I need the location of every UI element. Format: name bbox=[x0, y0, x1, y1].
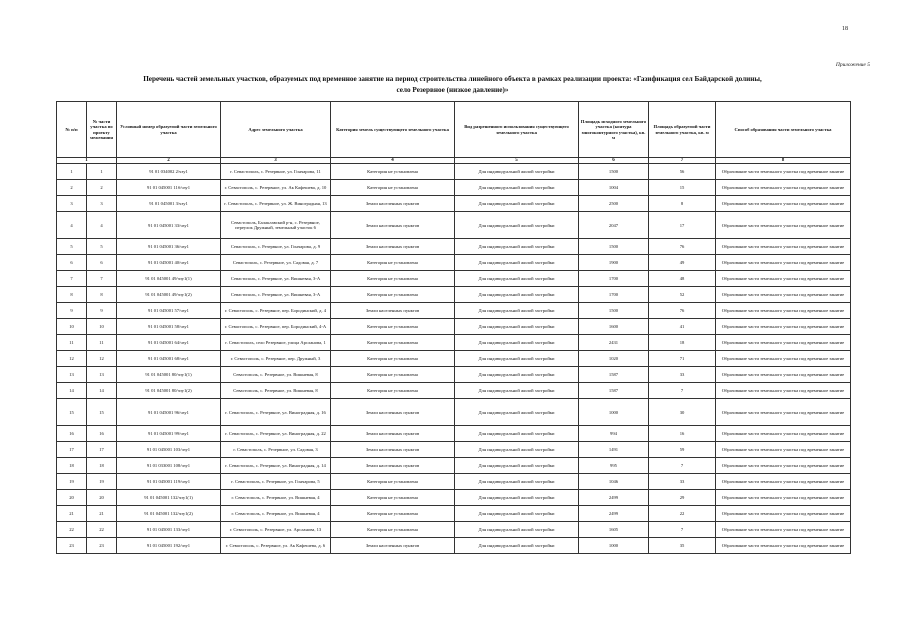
table-row bbox=[57, 255, 851, 271]
row-number-cell: 14 bbox=[57, 383, 87, 399]
land-category-cell: Земли населенных пунктов bbox=[331, 212, 455, 239]
land-category-cell: Категория не установлена bbox=[331, 164, 455, 180]
table-row bbox=[57, 180, 851, 196]
land-category-cell: Земли населенных пунктов bbox=[331, 303, 455, 319]
row-number-cell: 10 bbox=[57, 319, 87, 335]
conditional-number-cell: 91 01 045001 49/чзу1(2) bbox=[117, 287, 221, 303]
part-area-cell: 35 bbox=[649, 538, 716, 554]
conditional-number-cell: 91 01 045001 103/чзу1 bbox=[117, 442, 221, 458]
table-row bbox=[57, 164, 851, 180]
part-number-cell: 11 bbox=[87, 335, 117, 351]
formation-method-cell: Образование части земельного участка под временное занятие bbox=[716, 399, 851, 426]
land-category-cell: Категория не установлена bbox=[331, 490, 455, 506]
row-number-cell: 6 bbox=[57, 255, 87, 271]
source-area-cell: 1587 bbox=[579, 367, 649, 383]
part-number-cell: 21 bbox=[87, 506, 117, 522]
formation-method-cell: Образование части земельного участка под временное занятие bbox=[716, 458, 851, 474]
part-number-cell: 6 bbox=[87, 255, 117, 271]
address-cell: г. Севастополь, с. Резервное, ул. Вишневая, 4 bbox=[221, 490, 331, 506]
permitted-use-cell: Для индивидуальной жилой застройки bbox=[455, 538, 579, 554]
permitted-use-cell: Для индивидуальной жилой застройки bbox=[455, 196, 579, 212]
permitted-use-cell: Для индивидуальной жилой застройки bbox=[455, 164, 579, 180]
conditional-number-cell: 91 01 045001 132/чзу1(2) bbox=[117, 506, 221, 522]
conditional-number-cell: 91 01 045001 49/чзу1(1) bbox=[117, 271, 221, 287]
formation-method-cell: Образование части земельного участка под временное занятие bbox=[716, 442, 851, 458]
formation-method-cell: Образование части земельного участка под временное занятие bbox=[716, 474, 851, 490]
source-area-cell: 1491 bbox=[579, 442, 649, 458]
formation-method-cell: Образование части земельного участка под временное занятие bbox=[716, 196, 851, 212]
source-area-cell: 1900 bbox=[579, 255, 649, 271]
part-number-cell: 15 bbox=[87, 399, 117, 426]
row-number-cell: 18 bbox=[57, 458, 87, 474]
source-area-cell: 2500 bbox=[579, 196, 649, 212]
row-number-cell: 20 bbox=[57, 490, 87, 506]
part-area-cell: 7 bbox=[649, 383, 716, 399]
row-number-cell: 8 bbox=[57, 287, 87, 303]
address-cell: г. Севастополь, с. Резервное, ул. Гончарова, 11 bbox=[221, 164, 331, 180]
part-area-cell: 33 bbox=[649, 474, 716, 490]
row-number-cell: 9 bbox=[57, 303, 87, 319]
formation-method-cell: Образование части земельного участка под временное занятие bbox=[716, 490, 851, 506]
part-area-cell: 59 bbox=[649, 442, 716, 458]
column-header: Способ образования части земельного участка bbox=[716, 102, 851, 158]
column-number: 7 bbox=[649, 158, 716, 164]
source-area-cell: 1000 bbox=[579, 399, 649, 426]
part-number-cell: 19 bbox=[87, 474, 117, 490]
permitted-use-cell: Для индивидуальной жилой застройки bbox=[455, 426, 579, 442]
land-category-cell: Категория не установлена bbox=[331, 351, 455, 367]
conditional-number-cell: 91 01 045001 80/чзу1(1) bbox=[117, 367, 221, 383]
conditional-number-cell: 91 01 045001 33/чзу1 bbox=[117, 212, 221, 239]
table-row bbox=[57, 458, 851, 474]
row-number-cell: 22 bbox=[57, 522, 87, 538]
row-number-cell: 11 bbox=[57, 335, 87, 351]
conditional-number-cell: 91 01 045001 132/чзу1(1) bbox=[117, 490, 221, 506]
row-number-cell: 4 bbox=[57, 212, 87, 239]
column-number: 1 bbox=[57, 158, 117, 164]
source-area-cell: 1004 bbox=[579, 180, 649, 196]
part-area-cell: 49 bbox=[649, 255, 716, 271]
address-cell: г. Севастополь, с. Резервное, ул. Вишневая, 4 bbox=[221, 506, 331, 522]
source-area-cell: 2499 bbox=[579, 490, 649, 506]
address-cell: Севастополь, с. Резервное, ул. Садовая, д. 7 bbox=[221, 255, 331, 271]
source-area-cell: 995 bbox=[579, 458, 649, 474]
table-row bbox=[57, 303, 851, 319]
address-cell: г. Севастополь, с. Резервное, пер. Дружный, 3 bbox=[221, 351, 331, 367]
table-row bbox=[57, 442, 851, 458]
address-cell: Севастополь, с. Резервное, ул. Вишневая, 8 bbox=[221, 367, 331, 383]
land-category-cell: Категория не установлена bbox=[331, 522, 455, 538]
source-area-cell: 1600 bbox=[579, 319, 649, 335]
appendix-label: Приложение 5 bbox=[835, 62, 870, 68]
part-area-cell: 30 bbox=[649, 399, 716, 426]
part-area-cell: 18 bbox=[649, 335, 716, 351]
permitted-use-cell: Для индивидуальной жилой застройки bbox=[455, 271, 579, 287]
land-category-cell: Категория не установлена bbox=[331, 506, 455, 522]
conditional-number-cell: 91 01 045001 58/чзу1 bbox=[117, 319, 221, 335]
column-number: 3 bbox=[221, 158, 331, 164]
column-number: 2 bbox=[117, 158, 221, 164]
address-cell: Севастополь, с. Резервное, ул. Гончарова, д. 9 bbox=[221, 239, 331, 255]
address-cell: Севастополь, с. Резервное, ул. Вишневая, 8 bbox=[221, 383, 331, 399]
part-number-cell: 3 bbox=[87, 196, 117, 212]
land-category-cell: Категория не установлена bbox=[331, 271, 455, 287]
conditional-number-cell: 91 01 045001 80/чзу1(2) bbox=[117, 383, 221, 399]
part-number-cell: 5 bbox=[87, 239, 117, 255]
conditional-number-cell: 91 01 045001 96/чзу1 bbox=[117, 399, 221, 426]
part-number-cell: 17 bbox=[87, 442, 117, 458]
permitted-use-cell: Для индивидуальной жилой застройки bbox=[455, 319, 579, 335]
column-number: 4 bbox=[331, 158, 455, 164]
address-cell: Севастополь, Балаклавский р-н, с. Резервное, переулок Дружный, земельный участок 6 bbox=[221, 212, 331, 239]
formation-method-cell: Образование части земельного участка под временное занятие bbox=[716, 383, 851, 399]
address-cell: г. Севастополь, с. Резервное, ул. Арсланова, 13 bbox=[221, 522, 331, 538]
part-area-cell: 56 bbox=[649, 164, 716, 180]
address-cell: г. Севастополь, с. Резервное, ул. Ак Кафешева, д. 6 bbox=[221, 538, 331, 554]
part-area-cell: 8 bbox=[649, 196, 716, 212]
source-area-cell: 1500 bbox=[579, 164, 649, 180]
conditional-number-cell: 91 01 045001 57/чзу1 bbox=[117, 303, 221, 319]
land-category-cell: Категория не установлена bbox=[331, 287, 455, 303]
conditional-number-cell: 91 01 045001 133/чзу1 bbox=[117, 522, 221, 538]
permitted-use-cell: Для индивидуальной жилой застройки bbox=[455, 335, 579, 351]
row-number-cell: 7 bbox=[57, 271, 87, 287]
part-number-cell: 8 bbox=[87, 287, 117, 303]
formation-method-cell: Образование части земельного участка под временное занятие bbox=[716, 367, 851, 383]
part-number-cell: 23 bbox=[87, 538, 117, 554]
part-number-cell: 7 bbox=[87, 271, 117, 287]
formation-method-cell: Образование части земельного участка под временное занятие bbox=[716, 287, 851, 303]
header-row bbox=[57, 102, 851, 158]
permitted-use-cell: Для индивидуальной жилой застройки bbox=[455, 490, 579, 506]
column-header: № п/п bbox=[57, 102, 87, 158]
formation-method-cell: Образование части земельного участка под временное занятие bbox=[716, 335, 851, 351]
land-category-cell: Земли населенных пунктов bbox=[331, 239, 455, 255]
part-area-cell: 29 bbox=[649, 490, 716, 506]
part-area-cell: 76 bbox=[649, 303, 716, 319]
part-number-cell: 1 bbox=[87, 164, 117, 180]
column-number: 5 bbox=[455, 158, 579, 164]
address-cell: г. Севастополь, с. Резервное, ул. Ак Кафешева, д. 10 bbox=[221, 180, 331, 196]
page-number: 18 bbox=[842, 26, 848, 32]
row-number-cell: 21 bbox=[57, 506, 87, 522]
row-number-cell: 16 bbox=[57, 426, 87, 442]
table-row bbox=[57, 367, 851, 383]
source-area-cell: 2431 bbox=[579, 335, 649, 351]
permitted-use-cell: Для индивидуальной жилой застройки bbox=[455, 367, 579, 383]
permitted-use-cell: Для индивидуальной жилой застройки bbox=[455, 442, 579, 458]
table-row bbox=[57, 287, 851, 303]
land-category-cell: Категория не установлена bbox=[331, 255, 455, 271]
table-row bbox=[57, 538, 851, 554]
column-header: № части участка по проекту межевания bbox=[87, 102, 117, 158]
part-number-cell: 16 bbox=[87, 426, 117, 442]
source-area-cell: 2047 bbox=[579, 212, 649, 239]
part-number-cell: 20 bbox=[87, 490, 117, 506]
table-row bbox=[57, 271, 851, 287]
formation-method-cell: Образование части земельного участка под временное занятие bbox=[716, 164, 851, 180]
conditional-number-cell: 91 01 045001 64/чзу1 bbox=[117, 335, 221, 351]
source-area-cell: 1587 bbox=[579, 383, 649, 399]
address-cell: г. Севастополь, с. Резервное, ул. Садовая, 3 bbox=[221, 442, 331, 458]
table-row bbox=[57, 426, 851, 442]
part-area-cell: 7 bbox=[649, 522, 716, 538]
permitted-use-cell: Для индивидуальной жилой застройки bbox=[455, 506, 579, 522]
row-number-cell: 15 bbox=[57, 399, 87, 426]
part-area-cell: 17 bbox=[649, 212, 716, 239]
source-area-cell: 1700 bbox=[579, 271, 649, 287]
conditional-number-cell: 91 01 045001 99/чзу1 bbox=[117, 426, 221, 442]
permitted-use-cell: Для индивидуальной жилой застройки bbox=[455, 458, 579, 474]
title-line-1: Перечень частей земельных участков, образуемых под временное занятие на период строительства линейного объекта в рамках реализации проекта: «Газификация сел Байдарской долины, bbox=[143, 75, 762, 83]
permitted-use-cell: Для индивидуальной жилой застройки bbox=[455, 399, 579, 426]
formation-method-cell: Образование части земельного участка под временное занятие bbox=[716, 255, 851, 271]
table-row bbox=[57, 319, 851, 335]
part-number-cell: 2 bbox=[87, 180, 117, 196]
permitted-use-cell: Для индивидуальной жилой застройки bbox=[455, 180, 579, 196]
conditional-number-cell: 91 01 045001 68/чзу1 bbox=[117, 351, 221, 367]
column-header: Вид разрешенного использования существующего земельного участка bbox=[455, 102, 579, 158]
row-number-cell: 1 bbox=[57, 164, 87, 180]
address-cell: г. Севастополь, с. Резервное, ул. Ж. Виноградная, 13 bbox=[221, 196, 331, 212]
row-number-cell: 2 bbox=[57, 180, 87, 196]
part-area-cell: 71 bbox=[649, 351, 716, 367]
permitted-use-cell: Для индивидуальной жилой застройки bbox=[455, 474, 579, 490]
part-number-cell: 10 bbox=[87, 319, 117, 335]
source-area-cell: 1500 bbox=[579, 239, 649, 255]
land-category-cell: Категория не установлена bbox=[331, 367, 455, 383]
part-number-cell: 13 bbox=[87, 367, 117, 383]
address-cell: г. Севастополь, с. Резервное, пер. Бородинский, д. 4 bbox=[221, 303, 331, 319]
formation-method-cell: Образование части земельного участка под временное занятие bbox=[716, 180, 851, 196]
permitted-use-cell: Для индивидуальной жилой застройки bbox=[455, 255, 579, 271]
address-cell: г. Севастополь, с. Резервное, ул. Виноградная, д. 16 bbox=[221, 399, 331, 426]
permitted-use-cell: Для индивидуальной жилой застройки bbox=[455, 287, 579, 303]
land-category-cell: Категория не установлена bbox=[331, 335, 455, 351]
conditional-number-cell: 91 01 045001 192/чзу1 bbox=[117, 538, 221, 554]
source-area-cell: 1020 bbox=[579, 351, 649, 367]
document-title bbox=[45, 74, 860, 96]
part-area-cell: 48 bbox=[649, 271, 716, 287]
address-cell: Севастополь, с. Резервное, ул. Вишневая, 3-А bbox=[221, 287, 331, 303]
address-cell: г. Севастополь, с. Резервное, пер. Бородинский, 4-А bbox=[221, 319, 331, 335]
formation-method-cell: Образование части земельного участка под временное занятие bbox=[716, 506, 851, 522]
row-number-cell: 23 bbox=[57, 538, 87, 554]
source-area-cell: 1700 bbox=[579, 287, 649, 303]
part-number-cell: 12 bbox=[87, 351, 117, 367]
title-line-2: село Резервное (низкое давление)» bbox=[396, 86, 509, 94]
part-area-cell: 41 bbox=[649, 319, 716, 335]
part-area-cell: 15 bbox=[649, 180, 716, 196]
row-number-cell: 13 bbox=[57, 367, 87, 383]
permitted-use-cell: Для индивидуальной жилой застройки bbox=[455, 239, 579, 255]
address-cell: Севастополь, с. Резервное, ул. Вишневая, 3-А bbox=[221, 271, 331, 287]
part-number-cell: 9 bbox=[87, 303, 117, 319]
address-cell: г. Севастополь, с. Резервное, ул. Гончарова, 5 bbox=[221, 474, 331, 490]
address-cell: г. Севастополь, с. Резервное, ул. Виноградная, д. 22 bbox=[221, 426, 331, 442]
formation-method-cell: Образование части земельного участка под временное занятие bbox=[716, 538, 851, 554]
conditional-number-cell: 91 01 045001 3/чзу1 bbox=[117, 196, 221, 212]
formation-method-cell: Образование части земельного участка под временное занятие bbox=[716, 271, 851, 287]
formation-method-cell: Образование части земельного участка под временное занятие bbox=[716, 212, 851, 239]
land-category-cell: Земли населенных пунктов bbox=[331, 399, 455, 426]
formation-method-cell: Образование части земельного участка под временное занятие bbox=[716, 351, 851, 367]
row-number-cell: 3 bbox=[57, 196, 87, 212]
land-category-cell: Категория не установлена bbox=[331, 383, 455, 399]
conditional-number-cell: 91 01 045001 11б/чзу1 bbox=[117, 180, 221, 196]
conditional-number-cell: 91 01 045001 36/чзу1 bbox=[117, 239, 221, 255]
conditional-number-cell: 91 01 033001 108/чзу1 bbox=[117, 458, 221, 474]
source-area-cell: 2499 bbox=[579, 506, 649, 522]
land-category-cell: Категория не установлена bbox=[331, 180, 455, 196]
row-number-cell: 19 bbox=[57, 474, 87, 490]
land-category-cell: Земли населенных пунктов bbox=[331, 196, 455, 212]
row-number-cell: 5 bbox=[57, 239, 87, 255]
column-header: Условный номер образуемой части земельного участка bbox=[117, 102, 221, 158]
land-category-cell: Категория не установлена bbox=[331, 474, 455, 490]
column-number: 8 bbox=[716, 158, 851, 164]
table-row bbox=[57, 212, 851, 239]
table-row bbox=[57, 335, 851, 351]
permitted-use-cell: Для индивидуальной жилой застройки bbox=[455, 303, 579, 319]
conditional-number-cell: 91 01 034002 2/чзу1 bbox=[117, 164, 221, 180]
source-area-cell: 994 bbox=[579, 426, 649, 442]
permitted-use-cell: Для индивидуальной жилой застройки bbox=[455, 351, 579, 367]
part-number-cell: 4 bbox=[87, 212, 117, 239]
permitted-use-cell: Для индивидуальной жилой застройки bbox=[455, 522, 579, 538]
source-area-cell: 1000 bbox=[579, 538, 649, 554]
formation-method-cell: Образование части земельного участка под временное занятие bbox=[716, 303, 851, 319]
part-number-cell: 14 bbox=[87, 383, 117, 399]
part-area-cell: 7 bbox=[649, 458, 716, 474]
part-area-cell: 22 bbox=[649, 506, 716, 522]
part-number-cell: 18 bbox=[87, 458, 117, 474]
table-row bbox=[57, 506, 851, 522]
column-header: Площадь образуемой части земельного участка, кв. м bbox=[649, 102, 716, 158]
column-header: Категория земель существующего земельного участка bbox=[331, 102, 455, 158]
part-area-cell: 52 bbox=[649, 287, 716, 303]
permitted-use-cell: Для индивидуальной жилой застройки bbox=[455, 383, 579, 399]
column-number: 6 bbox=[579, 158, 649, 164]
table-row bbox=[57, 522, 851, 538]
conditional-number-cell: 91 01 045001 40/чзу1 bbox=[117, 255, 221, 271]
part-area-cell: 16 bbox=[649, 426, 716, 442]
land-category-cell: Земли населенных пунктов bbox=[331, 458, 455, 474]
row-number-cell: 12 bbox=[57, 351, 87, 367]
table-body bbox=[57, 164, 851, 554]
formation-method-cell: Образование части земельного участка под временное занятие bbox=[716, 319, 851, 335]
formation-method-cell: Образование части земельного участка под временное занятие bbox=[716, 239, 851, 255]
table-row bbox=[57, 383, 851, 399]
land-category-cell: Земли населенных пунктов bbox=[331, 442, 455, 458]
address-cell: г. Севастополь, село Резервное, улица Арсланова, 1 bbox=[221, 335, 331, 351]
source-area-cell: 1605 bbox=[579, 522, 649, 538]
source-area-cell: 1500 bbox=[579, 303, 649, 319]
formation-method-cell: Образование части земельного участка под временное занятие bbox=[716, 426, 851, 442]
column-header: Адрес земельного участка bbox=[221, 102, 331, 158]
table-row bbox=[57, 490, 851, 506]
column-header: Площадь исходного земельного участка (контура многоконтурного участка), кв. м bbox=[579, 102, 649, 158]
table-row bbox=[57, 351, 851, 367]
permitted-use-cell: Для индивидуальной жилой застройки bbox=[455, 212, 579, 239]
table-row bbox=[57, 474, 851, 490]
part-area-cell: 76 bbox=[649, 239, 716, 255]
row-number-cell: 17 bbox=[57, 442, 87, 458]
conditional-number-cell: 91 01 045001 119/чзу1 bbox=[117, 474, 221, 490]
formation-method-cell: Образование части земельного участка под временное занятие bbox=[716, 522, 851, 538]
table-row bbox=[57, 399, 851, 426]
table-row bbox=[57, 239, 851, 255]
land-category-cell: Категория не установлена bbox=[331, 319, 455, 335]
land-category-cell: Земли населенных пунктов bbox=[331, 538, 455, 554]
part-number-cell: 22 bbox=[87, 522, 117, 538]
table-row bbox=[57, 196, 851, 212]
source-area-cell: 1046 bbox=[579, 474, 649, 490]
land-parts-table bbox=[56, 101, 851, 554]
land-category-cell: Земли населенных пунктов bbox=[331, 426, 455, 442]
part-area-cell: 33 bbox=[649, 367, 716, 383]
address-cell: г. Севастополь, с. Резервное, ул. Виноградная, д. 14 bbox=[221, 458, 331, 474]
